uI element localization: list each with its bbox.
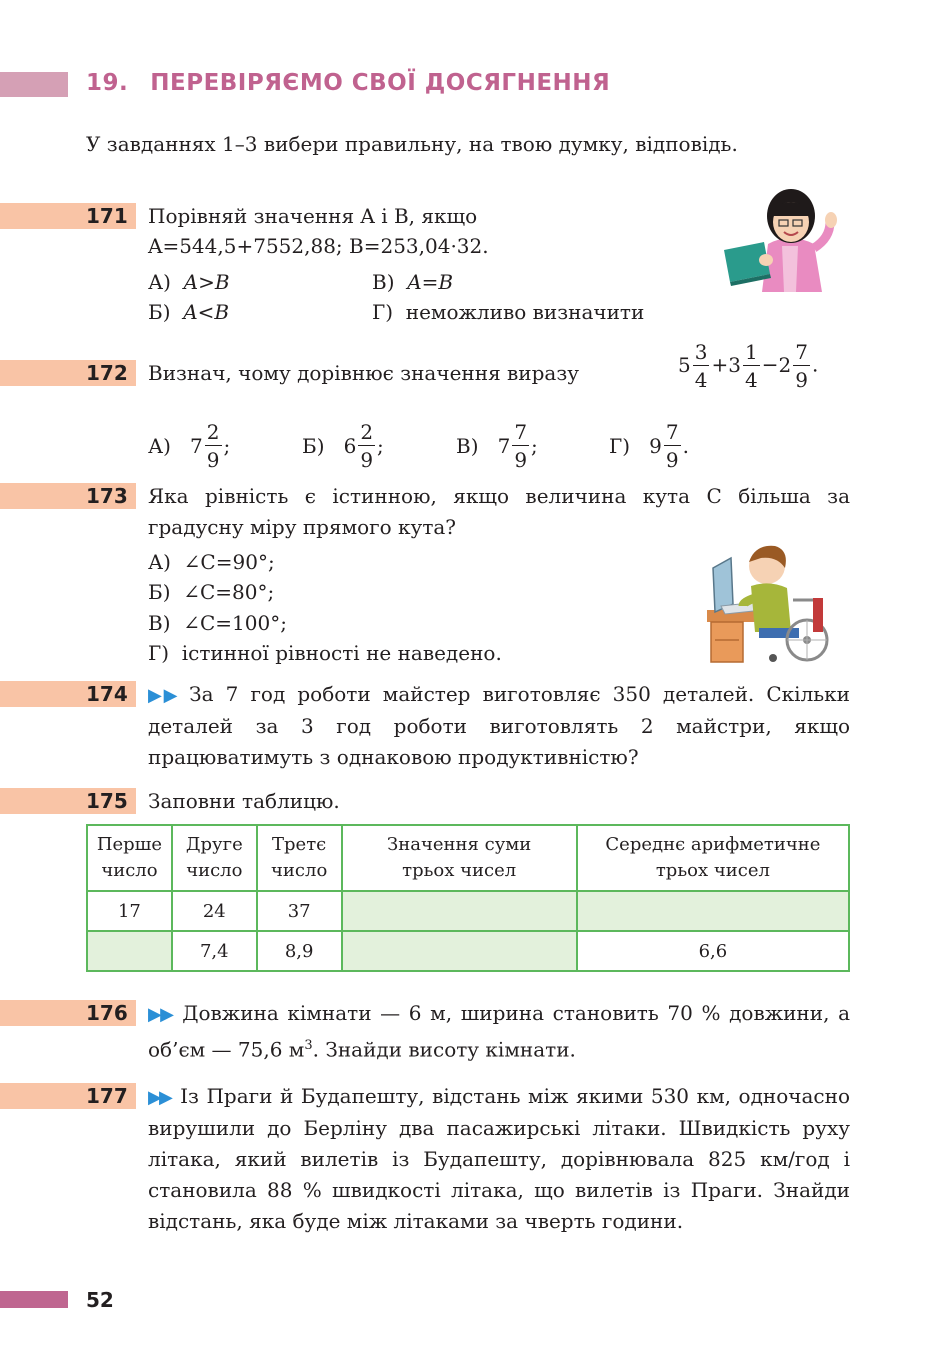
task-172-text: Визнач, чому дорівнює значення виразу: [148, 361, 580, 385]
option-end: .: [682, 434, 689, 458]
header-line: Друге: [185, 834, 243, 855]
task-171-option-g: [372, 297, 644, 327]
section-title: ПЕРЕВІРЯЄМО СВОЇ ДОСЯГНЕННЯ: [150, 70, 611, 96]
girl-with-book-illustration: [718, 182, 853, 292]
superscript: 3: [304, 1038, 313, 1053]
option-label: В): [456, 434, 479, 458]
table-row: [87, 891, 849, 931]
header-line: Третє: [272, 834, 327, 855]
section-color-bar: [0, 72, 68, 97]
expr-numerator: 1: [744, 340, 758, 364]
table-cell: 24: [172, 891, 257, 931]
task-172-option-b: [302, 422, 384, 470]
task-171-option-v: [372, 267, 453, 297]
task-176-body-end: . Знайди висоту кімнати.: [312, 1037, 576, 1062]
option-fraction: [205, 422, 222, 470]
option-label: В): [372, 270, 395, 294]
option-text: A=B: [407, 270, 454, 294]
option-text: A>B: [183, 270, 230, 294]
option-label: Б): [148, 300, 171, 324]
header-line: число: [271, 860, 328, 881]
task-175-number: 175: [86, 789, 128, 813]
option-end: ;: [377, 434, 384, 458]
double-arrow-icon: ▶▶: [148, 685, 180, 706]
option-numerator: 7: [514, 420, 528, 444]
option-denominator: 9: [360, 448, 374, 472]
table-header-cell: [577, 825, 849, 891]
table-cell: 17: [87, 891, 172, 931]
task-172-number: 172: [86, 361, 128, 385]
option-text: ∠C=80°;: [183, 580, 275, 604]
table-header-cell: [257, 825, 342, 891]
double-arrow-icon: ▶▶: [148, 1087, 171, 1108]
table-cell-blank: [342, 931, 577, 971]
expr-operator: .: [811, 352, 819, 377]
header-line: Значення суми: [387, 834, 532, 855]
expr-denominator: 4: [694, 368, 708, 392]
option-denominator: 9: [206, 448, 220, 472]
task-177-number: 177: [86, 1084, 128, 1108]
expr-fraction: [793, 342, 810, 390]
task-174-body: За 7 год роботи майстер виготовляє 350 деталей. Скільки деталей за 3 год роботи виготовлять 2 майстри, якщо працюватимуть з однаковою продуктивністю?: [148, 682, 851, 769]
option-fraction: [664, 422, 681, 470]
option-fraction: [358, 422, 375, 470]
option-fraction: [512, 422, 529, 470]
option-denominator: 9: [665, 448, 679, 472]
expr-term-1: [678, 340, 711, 392]
option-label: А): [148, 550, 171, 574]
table-cell: 37: [257, 891, 342, 931]
task-177-body: Із Праги й Будапешту, відстань між якими 530 км, одночасно вирушили до Берліну два пасажирські літаки. Швидкість руху літака, який вилетів із Будапешту, дорівнювала 825 км/год і становила 88 % швидкості літака, що вилетів із Праги. Знайди відстань, яка буде між літаками за чверть години.: [148, 1084, 850, 1233]
expr-denominator: 9: [795, 368, 808, 392]
option-end: ;: [531, 434, 538, 458]
table-header-cell: [172, 825, 257, 891]
table-header-cell: [342, 825, 577, 891]
header-line: число: [101, 860, 158, 881]
option-label: Г): [148, 641, 170, 665]
double-arrow-icon: ▶▶: [148, 1004, 173, 1025]
task-173-option-a: [148, 547, 275, 577]
table-cell: 6,6: [577, 931, 849, 971]
option-label: Б): [148, 580, 171, 604]
option-label: Г): [372, 300, 394, 324]
expr-fraction: [693, 342, 710, 390]
option-text: ∠C=90°;: [183, 550, 275, 574]
table-cell-blank: [577, 891, 849, 931]
task-175-table: [86, 824, 850, 972]
task-173-option-v: [148, 608, 287, 638]
table-row: [87, 931, 849, 971]
task-172-expression: [678, 342, 818, 390]
option-numerator: 7: [665, 420, 679, 444]
option-label: Б): [302, 434, 325, 458]
expr-numerator: 3: [694, 340, 708, 364]
option-text: A<B: [183, 300, 230, 324]
option-numerator: 2: [206, 420, 220, 444]
option-label: Г): [609, 434, 631, 458]
task-172-option-a: [148, 422, 230, 470]
intro-text: У завданнях 1–3 вибери правильну, на твою думку, відповідь.: [86, 132, 738, 156]
option-label: А): [148, 270, 171, 294]
expr-numerator: 7: [795, 340, 808, 364]
task-173-text: Яка рівність є істинною, якщо величина кута C більша за градусну міру прямого кута?: [148, 484, 850, 539]
task-173-number: 173: [86, 484, 128, 508]
table-cell: 8,9: [257, 931, 342, 971]
task-176-number: 176: [86, 1001, 128, 1025]
task-171-option-a: [148, 267, 230, 297]
header-line: трьох чисел: [655, 860, 770, 881]
task-174-text: [148, 679, 850, 773]
task-172-option-g: [609, 422, 689, 470]
expr-denominator: 4: [744, 368, 758, 392]
expr-term-2: [728, 340, 761, 392]
task-171-line2: A=544,5+7552,88; B=253,04·32.: [148, 234, 489, 258]
expr-operator: −: [761, 352, 779, 377]
task-172-option-v: [456, 422, 538, 470]
table-cell: 7,4: [172, 931, 257, 971]
option-text: істинної рівності не наведено.: [181, 641, 502, 665]
option-label: В): [148, 611, 171, 635]
header-line: Перше: [96, 834, 163, 855]
option-text: неможливо визначити: [405, 300, 645, 324]
option-denominator: 9: [514, 448, 528, 472]
expr-whole: 2: [778, 352, 792, 377]
option-end: ;: [223, 434, 231, 458]
expr-operator: +: [711, 352, 729, 377]
option-whole: 6: [343, 434, 357, 458]
task-171-option-b: [148, 297, 229, 327]
option-whole: 9: [649, 434, 662, 458]
expr-whole: 3: [728, 352, 741, 377]
task-171-line1: Порівняй значення A і B, якщо: [148, 204, 478, 228]
option-whole: 7: [497, 434, 511, 458]
header-line: число: [186, 860, 243, 881]
section-number: 19.: [86, 70, 129, 96]
boy-at-computer-illustration: [703, 540, 843, 665]
page-number: 52: [86, 1288, 114, 1312]
table-cell-blank: [87, 931, 172, 971]
page-number-bar: [0, 1291, 68, 1308]
option-text: ∠C=100°;: [183, 611, 287, 635]
option-numerator: 2: [360, 420, 374, 444]
table-header-row: [87, 825, 849, 891]
section-heading: [86, 70, 610, 96]
task-176-text: [148, 998, 850, 1066]
task-176-body: Довжина кімнати — 6 м, ширина становить 70 % довжини, а об’єм — 75,6 м: [148, 1001, 851, 1062]
table-header-cell: [87, 825, 172, 891]
expr-whole: 5: [678, 352, 691, 377]
expr-term-3: [778, 340, 811, 392]
header-line: трьох чисел: [402, 860, 517, 881]
task-175-text: Заповни таблицю.: [148, 789, 340, 813]
task-177-text: [148, 1081, 850, 1237]
header-line: Середнє арифметичне: [605, 834, 821, 855]
expr-fraction: [743, 342, 760, 390]
task-171-number: 171: [86, 204, 128, 228]
option-whole: 7: [190, 434, 203, 458]
option-label: А): [148, 434, 171, 458]
task-173-option-g: [148, 638, 502, 668]
task-173-option-b: [148, 577, 274, 607]
task-174-number: 174: [86, 682, 128, 706]
table-cell-blank: [342, 891, 577, 931]
